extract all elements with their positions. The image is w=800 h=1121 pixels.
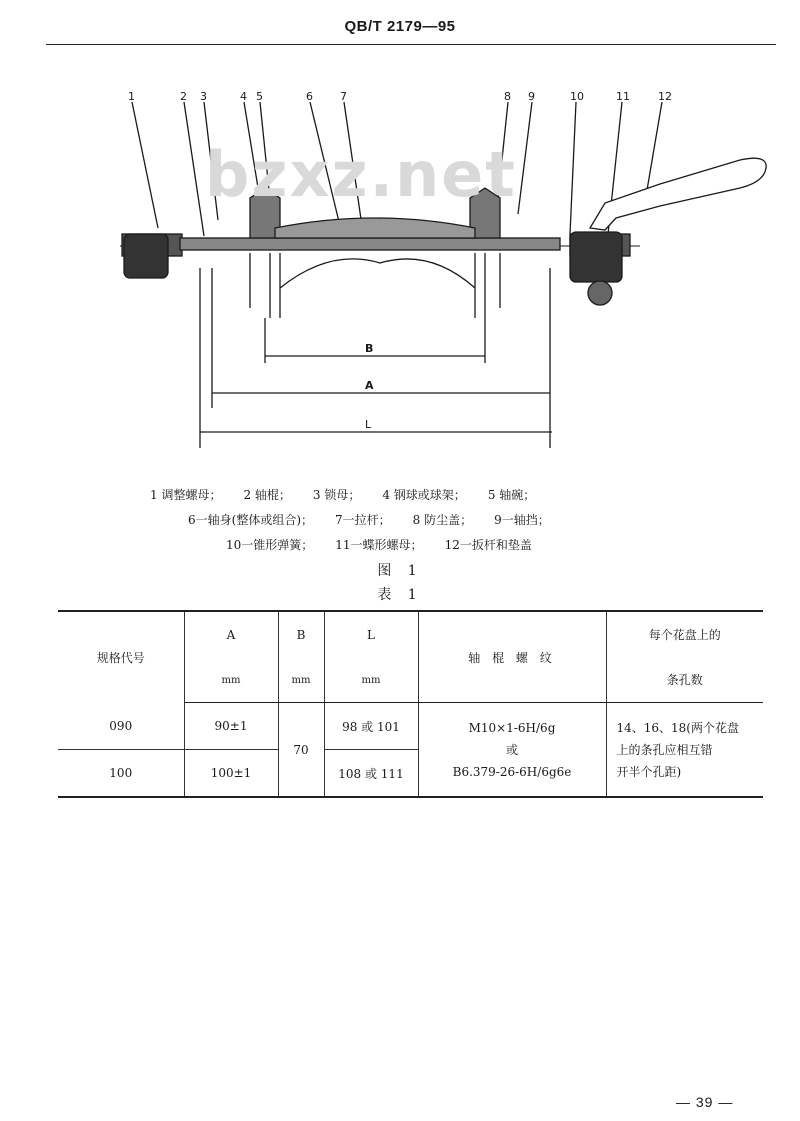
legend-row-1	[150, 486, 557, 503]
header-holes-line1: 每个花盘上的	[648, 628, 721, 642]
callout-3: 3	[200, 90, 207, 103]
cell-a: 100±1	[184, 750, 278, 798]
thread-line1: M10×1-6H/6g	[468, 720, 556, 735]
header-b: B	[278, 611, 324, 658]
dim-label-b: B	[365, 342, 374, 355]
table-caption: 表 1	[377, 587, 423, 603]
dim-label-l: L	[365, 418, 372, 431]
callout-7: 7	[340, 90, 347, 103]
unit-a: mm	[184, 658, 278, 703]
legend-item: 11一蝶形螺母；	[335, 538, 423, 552]
table-row	[58, 703, 763, 750]
page-header-title: QB/T 2179—95	[344, 18, 456, 35]
thread-line2: 或	[505, 742, 518, 757]
cell-l: 98 或 101	[324, 703, 418, 750]
cell-b: 70	[278, 703, 324, 798]
callout-10: 10	[570, 90, 584, 103]
header-a: A	[184, 611, 278, 658]
cell-thread	[418, 703, 606, 798]
cell-holes	[606, 703, 763, 798]
callout-4: 4	[240, 90, 247, 103]
hub-drawing	[100, 88, 800, 458]
thread-line3: B6.379-26-6H/6g6e	[452, 764, 572, 779]
callout-5: 5	[256, 90, 263, 103]
page-number: — 39 —	[676, 1094, 734, 1110]
holes-line3: 开半个孔距)	[616, 764, 682, 779]
figure-caption: 图 1	[377, 563, 423, 579]
callout-11: 11	[616, 90, 630, 103]
callout-12: 12	[658, 90, 672, 103]
legend-row-3	[226, 536, 554, 553]
header-rule	[46, 44, 776, 45]
callout-8: 8	[504, 90, 511, 103]
dim-label-a: A	[365, 379, 374, 392]
cell-code: 100	[58, 750, 184, 798]
holes-line2: 上的条孔应相互错	[616, 742, 713, 757]
legend-item: 6一轴身(整体或组合)；	[188, 513, 313, 527]
header-code: 规格代号	[58, 611, 184, 703]
legend-item: 7一拉杆；	[335, 513, 391, 527]
callout-2: 2	[180, 90, 187, 103]
legend-item: 1 调整螺母；	[150, 488, 222, 502]
legend-item: 5 轴碗；	[487, 488, 536, 502]
header-l: L	[324, 611, 418, 658]
legend-item: 2 轴棍；	[243, 488, 291, 502]
unit-l: mm	[324, 658, 418, 703]
legend-item: 3 锁母；	[312, 488, 361, 502]
cell-code: 090	[58, 703, 184, 750]
legend-item: 9一轴挡；	[494, 513, 550, 527]
legend-item: 8 防尘盖；	[412, 513, 473, 527]
callout-9: 9	[528, 90, 535, 103]
header-holes	[606, 611, 763, 703]
callout-1: 1	[128, 90, 135, 103]
legend-row-2	[188, 511, 572, 528]
callout-6: 6	[306, 90, 313, 103]
legend-item: 4 钢球或球架；	[382, 488, 466, 502]
holes-line1: 14、16、18(两个花盘	[616, 720, 739, 735]
header-thread: 轴 棍 螺 纹	[418, 611, 606, 703]
header-holes-line2: 条孔数	[666, 673, 703, 687]
cell-a: 90±1	[184, 703, 278, 750]
unit-b: mm	[278, 658, 324, 703]
cell-l: 108 或 111	[324, 750, 418, 798]
watermark: bzxz.net	[205, 138, 517, 211]
legend-item: 12一扳杆和垫盖	[444, 538, 532, 552]
legend-item: 10一锥形弹簧；	[226, 538, 314, 552]
spec-table	[58, 610, 763, 798]
